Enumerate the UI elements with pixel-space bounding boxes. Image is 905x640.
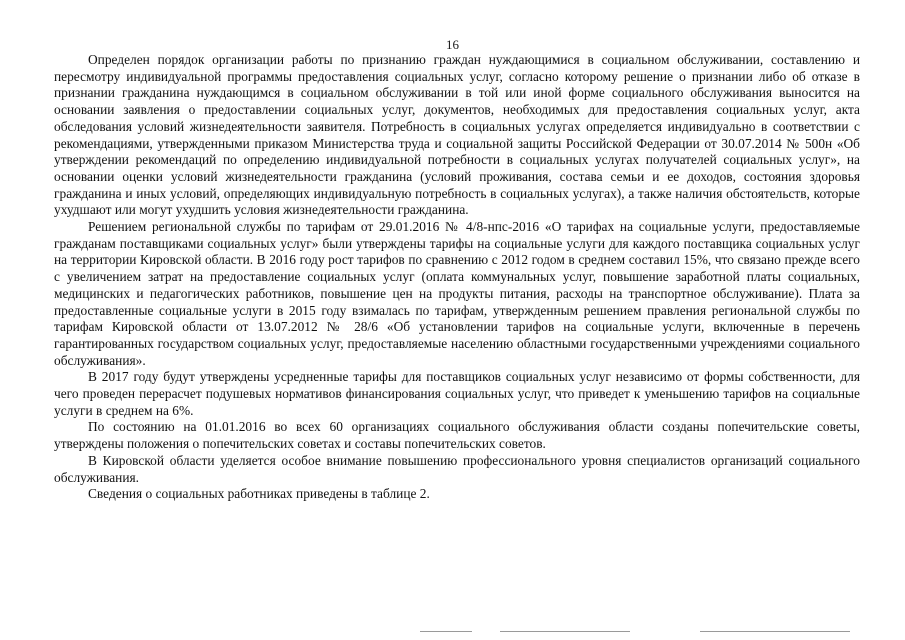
- paragraph-table-reference: Сведения о социальных работниках приведены в таблице 2.: [88, 486, 430, 502]
- paragraph-social-need-assessment: Определен порядок организации работы по признанию граждан нуждающимися в социальном обслуживании, составлению и пересмотру индивидуальной программы предоставления социальных услуг, согласно которому решение о признании либо об отказе в признании гражданина нуждающимся в социальном обслуживании в той или иной форме социального обслуживания выносится на основании заявления о предоставлении социальных услуг, документов, необходимых для предоставления социальных услуг, акта обследования условий жизнедеятельности заявителя. Потребность в социальных услугах определяется индивидуально в соответствии с рекомендациями, утвержденными приказом Министерства труда и социальной защиты Российской Федерации от 30.07.2014 № 500н «Об утверждении рекомендаций по определению индивидуальной потребности в социальных услугах получателей социальных услуг», на основании оценки условий жизнедеятельности гражданина (условий проживания, состава семьи и ее доходов, состояния здоровья гражданина и иных условий, определяющих индивидуальную потребность в социальных услугах), а также наличия обстоятельств, которые ухудшают или могут ухудшить условия жизнедеятельности гражданина.: [54, 52, 860, 218]
- paragraph-tariffs-2017: В 2017 году будут утверждены усредненные тарифы для поставщиков социальных услуг независимо от формы собственности, для чего проведен перерасчет подушевых нормативов финансирования социальных услуг, что приведет к уменьшению тарифов на социальные услуги в среднем на 6%.: [54, 369, 860, 418]
- scan-artifact-line: [500, 631, 630, 632]
- paragraph-professional-level: В Кировской области уделяется особое внимание повышению профессионального уровня специалистов организаций социального обслуживания.: [54, 452, 860, 485]
- document-body: [54, 52, 860, 503]
- paragraph-tariffs-decision: Решением региональной службы по тарифам от 29.01.2016 № 4/8-нпс-2016 «О тарифах на социальные услуги, предоставляемые гражданам поставщиками социальных услуг» были утверждены тарифы на социальные услуги для каждого поставщика социальных услуг на территории Кировской области. В 2016 году рост тарифов по сравнению с 2012 годом в среднем составил 15%, что связано прежде всего с увеличением затрат на предоставление социальных услуг (оплата коммунальных услуг, повышение заработной платы социальных, медицинских и педагогических работников, повышение цен на продукты питания, расходы на транспортное обслуживание). Плата за предоставленные социальные услуги в 2015 году взималась по тарифам, утвержденным решением правления региональной службы по тарифам Кировской области от 13.07.2012 № 28/6 «Об установлении тарифов на социальные услуги, включенные в перечень гарантированных государством социальных услуг, предоставляемые населению областными государственными учреждениями социального обслуживания».: [54, 219, 860, 368]
- paragraph-trustee-councils: По состоянию на 01.01.2016 во всех 60 организациях социального обслуживания области созданы попечительские советы, утверждены положения о попечительских советах и составы попечительских советов.: [54, 419, 860, 452]
- scan-artifact-line: [700, 631, 850, 632]
- page-number: 16: [446, 37, 459, 52]
- scan-artifact-line: [420, 631, 472, 632]
